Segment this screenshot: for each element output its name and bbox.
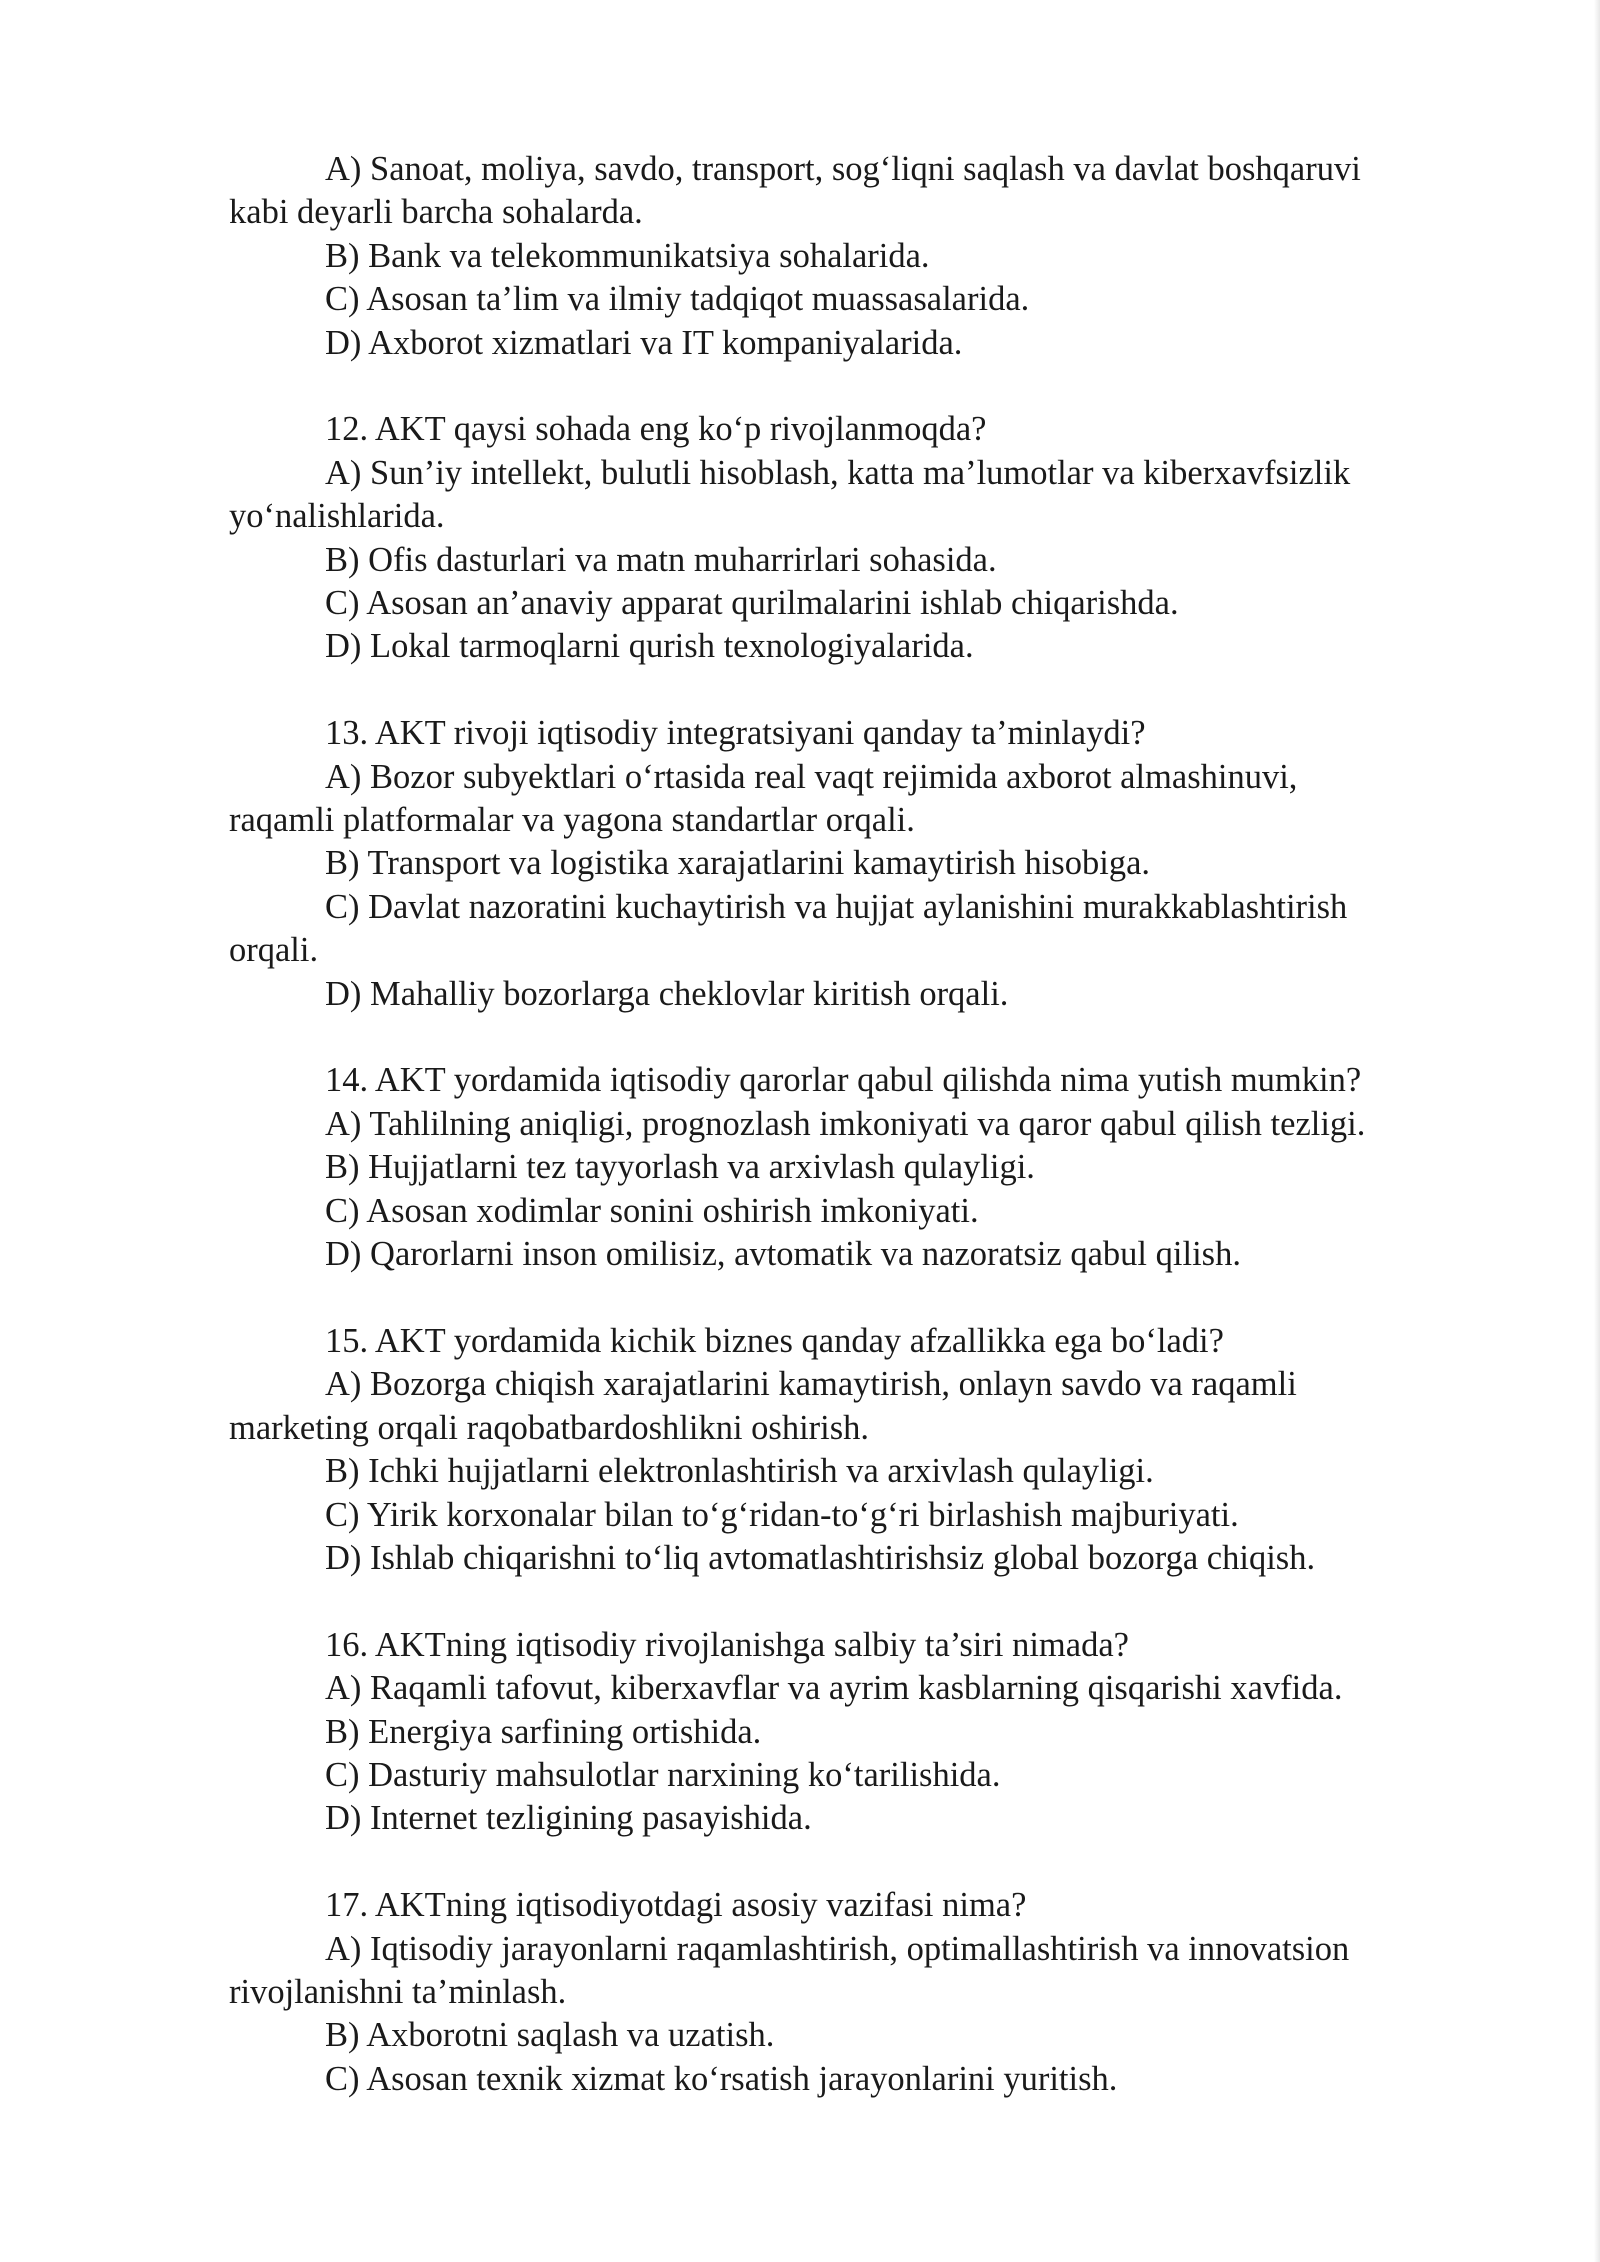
answer-option: B) Energiya sarfining ortishida. xyxy=(325,1712,762,1751)
answer-option: C) Asosan ta’lim va ilmiy tadqiqot muassasalarida. xyxy=(325,280,1030,319)
paragraph-gap xyxy=(229,1580,1469,1623)
answer-option-continuation: kabi deyarli barcha sohalarda. xyxy=(229,193,643,232)
question-block xyxy=(229,712,1469,1016)
answer-option-continuation: raqamli platformalar va yagona standartlar orqali. xyxy=(229,801,915,840)
answer-option: D) Lokal tarmoqlarni qurish texnologiyalarida. xyxy=(325,627,974,666)
question-block xyxy=(229,1624,1469,1841)
answer-option: D) Internet tezligining pasayishida. xyxy=(325,1799,812,1838)
answer-option: B) Hujjatlarni tez tayyorlash va arxivlash qulayligi. xyxy=(325,1148,1035,1187)
answer-option: B) Axborotni saqlash va uzatish. xyxy=(325,2016,775,2055)
answer-option: B) Transport va logistika xarajatlarini kamaytirish hisobiga. xyxy=(325,844,1151,883)
question-text: 13. AKT rivoji iqtisodiy integratsiyani qanday ta’minlaydi? xyxy=(325,714,1146,753)
answer-option-continuation: rivojlanishni ta’minlash. xyxy=(229,1972,567,2011)
question-text: 14. AKT yordamida iqtisodiy qarorlar qabul qilishda nima yutish mumkin? xyxy=(325,1061,1362,1100)
question-text: 15. AKT yordamida kichik biznes qanday afzallikka ega bo‘ladi? xyxy=(325,1321,1224,1360)
answer-option-continuation: yo‘nalishlarida. xyxy=(229,497,445,536)
question-block xyxy=(229,1884,1469,2101)
answer-option-continuation: marketing orqali raqobatbardoshlikni oshirish. xyxy=(229,1408,870,1447)
answer-option: A) Raqamli tafovut, kiberxavflar va ayrim kasblarning qisqarishi xavfida. xyxy=(325,1669,1343,1708)
paragraph-gap xyxy=(229,365,1469,408)
answer-option: B) Bank va telekommunikatsiya sohalarida. xyxy=(325,236,930,275)
answer-option: B) Ofis dasturlari va matn muharrirlari sohasida. xyxy=(325,540,997,579)
answer-option: A) Sanoat, moliya, savdo, transport, sog‘liqni saqlash va davlat boshqaruvi xyxy=(325,150,1361,188)
answer-option: A) Bozor subyektlari o‘rtasida real vaqt rejimida axborot almashinuvi, xyxy=(325,757,1298,796)
answer-option: C) Dasturiy mahsulotlar narxining ko‘tarilishida. xyxy=(325,1755,1001,1794)
paragraph-gap xyxy=(229,669,1469,712)
answer-option: A) Iqtisodiy jarayonlarni raqamlashtirish, optimallashtirish va innovatsion xyxy=(325,1929,1350,1968)
answer-option: D) Mahalliy bozorlarga cheklovlar kiritish orqali. xyxy=(325,974,1009,1013)
question-block xyxy=(229,1320,1469,1580)
answer-option: D) Axborot xizmatlari va IT kompaniyalarida. xyxy=(325,323,963,362)
answer-option-continuation: orqali. xyxy=(229,931,319,970)
answer-option: C) Yirik korxonalar bilan to‘g‘ridan-to‘g‘ri birlashish majburiyati. xyxy=(325,1495,1239,1534)
answer-option: A) Tahlilning aniqligi, prognozlash imkoniyati va qaror qabul qilish tezligi. xyxy=(325,1104,1366,1143)
answer-option: C) Davlat nazoratini kuchaytirish va hujjat aylanishini murakkablashtirish xyxy=(325,887,1348,926)
question-block xyxy=(229,1059,1469,1276)
answer-option: C) Asosan texnik xizmat ko‘rsatish jarayonlarini yuritish. xyxy=(325,2059,1118,2098)
question-text: 12. AKT qaysi sohada eng ko‘p rivojlanmoqda? xyxy=(325,410,987,449)
paragraph-gap xyxy=(229,1277,1469,1320)
paragraph-gap xyxy=(229,1016,1469,1059)
question-text: 16. AKTning iqtisodiy rivojlanishga salbiy ta’siri nimada? xyxy=(325,1625,1129,1664)
paragraph-gap xyxy=(229,1841,1469,1884)
answer-option: C) Asosan xodimlar sonini oshirish imkoniyati. xyxy=(325,1191,979,1230)
answer-option: D) Ishlab chiqarishni to‘liq avtomatlashtirishsiz global bozorga chiqish. xyxy=(325,1538,1316,1577)
answer-option: D) Qarorlarni inson omilisiz, avtomatik va nazoratsiz qabul qilish. xyxy=(325,1235,1241,1274)
answer-option: A) Sun’iy intellekt, bulutli hisoblash, katta ma’lumotlar va kiberxavfsizlik xyxy=(325,453,1351,492)
question-block xyxy=(229,148,1469,365)
answer-option: A) Bozorga chiqish xarajatlarini kamaytirish, onlayn savdo va raqamli xyxy=(325,1365,1297,1404)
question-block xyxy=(229,408,1469,668)
page-edge-shadow xyxy=(1594,0,1600,2262)
answer-option: B) Ichki hujjatlarni elektronlashtirish va arxivlash qulayligi. xyxy=(325,1452,1154,1491)
question-text: 17. AKTning iqtisodiyotdagi asosiy vazifasi nima? xyxy=(325,1886,1027,1925)
answer-option: C) Asosan an’anaviy apparat qurilmalarini ishlab chiqarishda. xyxy=(325,584,1179,623)
document-page xyxy=(229,148,1469,2101)
